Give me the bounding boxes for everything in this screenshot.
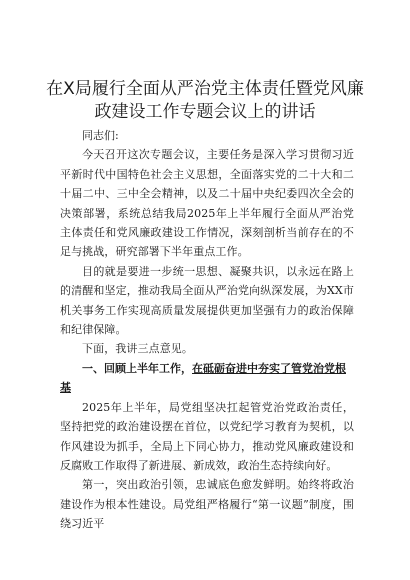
document-title: 在X局履行全面从严治党主体责任暨党风廉政建设工作专题会议上的讲话 <box>46 79 364 122</box>
document-body <box>60 126 354 534</box>
paragraph-section1-summary: 2025年上半年，局党组坚决扛起管党治党政治责任，坚持把党的政治建设摆在首位，以党纪学习教育为契机，以作风建设为抓手，全局上下同心协力，推动党风廉政建设和反腐败工作取得了新进展、新成效，政治生态持续向好。 <box>60 400 354 472</box>
paragraph-transition: 下面，我讲三点意见。 <box>82 342 193 356</box>
section-heading-1-underlined: 在砥砺奋进中夯实了管党治党根基 <box>60 361 346 395</box>
section-heading-1-prefix: 一、回顾上半年工作， <box>82 361 192 375</box>
paragraph-purpose: 目的就是要进一步统一思想、凝聚共识，以永远在路上的清醒和坚定，推动我局全面从严治党向纵深发展，为XX市机关事务工作实现高质量发展提供更加坚强有力的政治保障和纪律保障。 <box>60 264 354 337</box>
paragraph-section1-first-point: 第一，突出政治引领，忠诚底色愈发鲜明。始终将政治建设作为根本性建设。局党组严格履行“第一议题”制度，围绕习近平 <box>60 478 354 531</box>
paragraph-opening: 今天召开这次专题会议，主要任务是深入学习贯彻习近平新时代中国特色社会主义思想，全面落实党的二十大和二十届二中、三中全会精神，以及二十届中央纪委四次全会的决策部署，系统总结我局2025年上半年履行全面从严治党主体责任和党风廉政建设工作情况，深刻剖析当前存在的不足与挑战，研究部署下半年重点工作。 <box>60 148 354 259</box>
section-heading-1 <box>60 359 354 398</box>
salutation: 同志们: <box>82 129 119 142</box>
